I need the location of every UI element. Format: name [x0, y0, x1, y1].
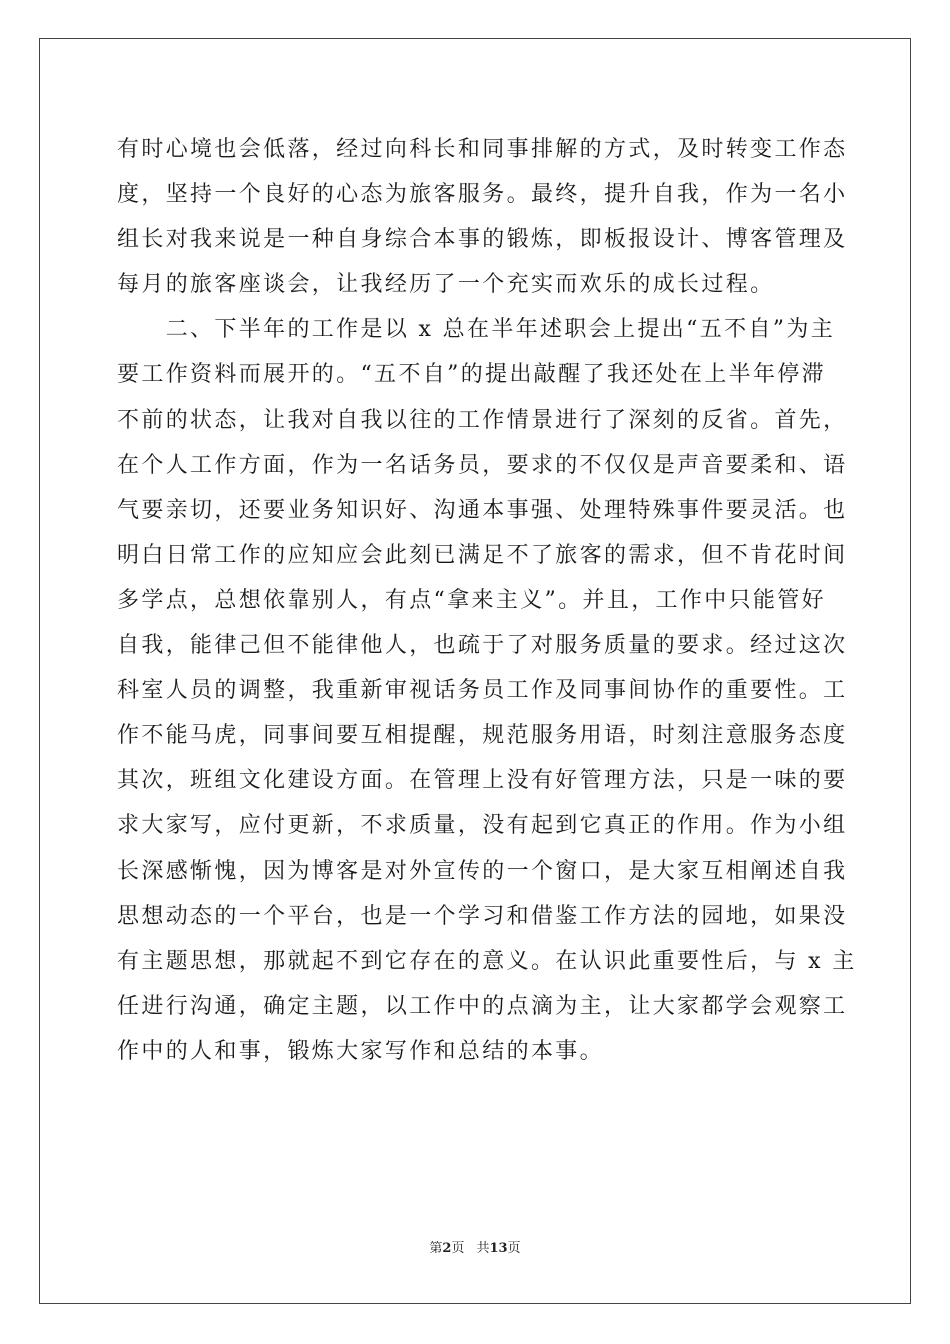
text-line: 长深感惭愧，因为博客是对外宣传的一个窗口，是大家互相阐述自我: [117, 858, 848, 884]
text-line: 其次，班组文化建设方面。在管理上没有好管理方法，只是一味的要: [117, 768, 848, 794]
text-line: 作不能马虎，同事间要互相提醒，规范服务用语，时刻注意服务态度: [117, 723, 848, 749]
page-suffix: 页: [451, 1241, 465, 1256]
text-line: 求大家写，应付更新，不求质量，没有起到它真正的作用。作为小组: [117, 813, 848, 839]
text-line: 思想动态的一个平台，也是一个学习和借鉴工作方法的园地，如果没: [117, 903, 848, 929]
page-number: 2: [442, 1241, 452, 1256]
text-line: 任进行沟通，确定主题，以工作中的点滴为主，让大家都学会观察工: [117, 993, 848, 1019]
text-line: 度，坚持一个良好的心态为旅客服务。最终，提升自我，作为一名小: [117, 182, 848, 208]
text-line: 要工作资料而展开的。“五不自”的提出敲醒了我还处在上半年停滞: [117, 362, 826, 388]
text-line: 科室人员的调整，我重新审视话务员工作及同事间协作的重要性。工: [117, 678, 848, 704]
text-line: 明白日常工作的应知应会此刻已满足不了旅客的需求，但不肯花时间: [117, 542, 848, 568]
document-body: [117, 127, 857, 1074]
text-line: 作中的人和事，锻炼大家写作和总结的本事。: [117, 1038, 605, 1064]
text-line: 多学点，总想依靠别人，有点“拿来主义”。并且，工作中只能管好: [117, 587, 826, 613]
text-line: 气要亲切，还要业务知识好、沟通本事强、处理特殊事件要灵活。也: [117, 497, 848, 523]
text-line: 不前的状态，让我对自我以往的工作情景进行了深刻的反省。首先，: [117, 407, 848, 433]
text-line: 二、下半年的工作是以 x 总在半年述职会上提出“五不自”为主: [117, 317, 836, 343]
text-line: 自我，能律己但不能律他人，也疏于了对服务质量的要求。经过这次: [117, 633, 848, 659]
total-suffix: 页: [507, 1241, 521, 1256]
text-line: 每月的旅客座谈会，让我经历了一个充实而欢乐的成长过程。: [117, 272, 775, 298]
page-prefix: 第: [429, 1241, 443, 1256]
text-line: 有主题思想，那就起不到它存在的意义。在认识此重要性后，与 x 主: [117, 948, 857, 974]
text-line: 在个人工作方面，作为一名话务员，要求的不仅仅是声音要柔和、语: [117, 452, 848, 478]
text-line: 有时心境也会低落，经过向科长和同事排解的方式，及时转变工作态: [117, 137, 848, 162]
text-line: 组长对我来说是一种自身综合本事的锻炼，即板报设计、博客管理及: [117, 227, 848, 253]
page-footer: [0, 1237, 950, 1256]
total-prefix: 共: [476, 1241, 490, 1256]
total-pages: 13: [489, 1241, 508, 1256]
